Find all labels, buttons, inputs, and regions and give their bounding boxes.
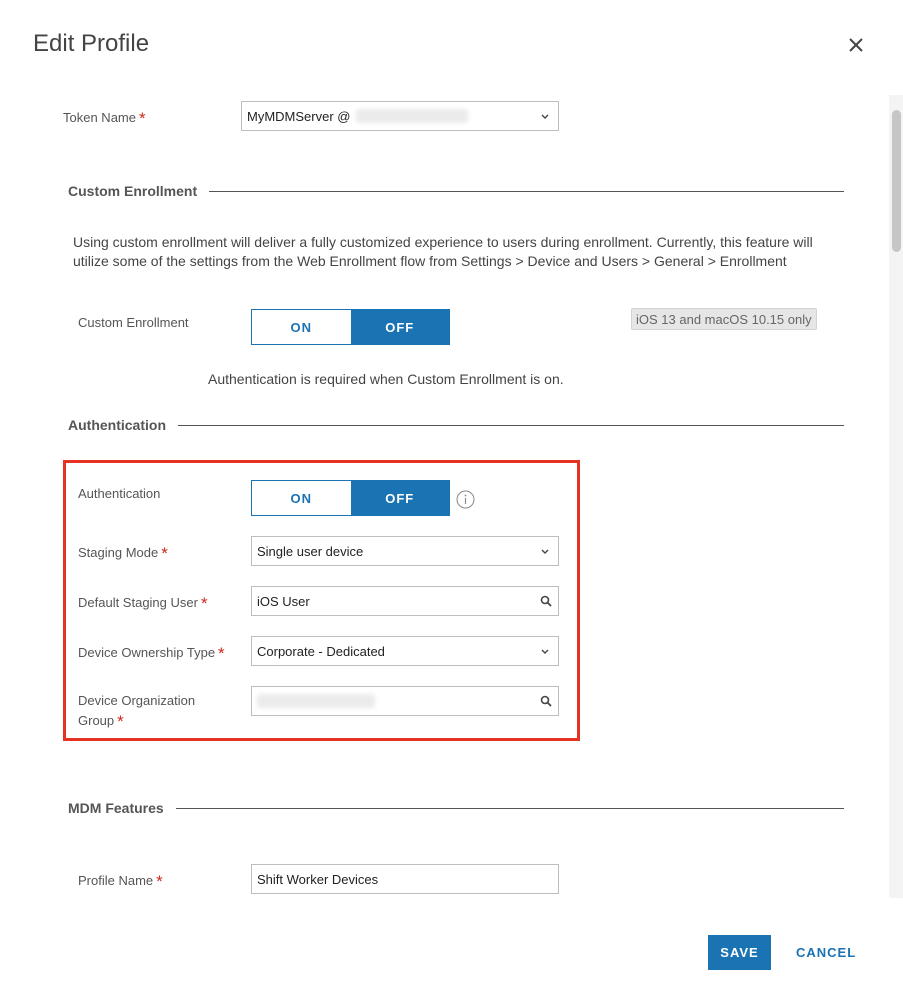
chevron-down-icon: [540, 644, 550, 658]
required-asterisk: *: [117, 712, 124, 731]
required-asterisk: *: [200, 594, 208, 613]
redacted-group: [257, 694, 375, 708]
custom-enrollment-label: Custom Enrollment: [78, 315, 189, 330]
staging-mode-select[interactable]: [251, 536, 559, 566]
section-title-custom-enrollment: Custom Enrollment: [68, 183, 209, 199]
token-name-select[interactable]: [241, 101, 559, 131]
section-title-authentication: Authentication: [68, 417, 178, 433]
section-title-mdm-features: MDM Features: [68, 800, 176, 816]
authentication-on[interactable]: ON: [252, 481, 351, 515]
profile-name-label: Profile Name *: [78, 872, 163, 891]
save-button[interactable]: SAVE: [708, 935, 771, 970]
search-icon[interactable]: [540, 595, 552, 607]
required-asterisk: *: [156, 872, 163, 891]
device-ownership-type-label: Device Ownership Type *: [78, 644, 225, 663]
staging-mode-label: Staging Mode *: [78, 544, 168, 563]
dialog-title: Edit Profile: [33, 30, 150, 57]
token-name-label: Token Name *: [63, 109, 146, 128]
custom-enrollment-on[interactable]: ON: [252, 310, 351, 344]
profile-name-input[interactable]: [251, 864, 559, 894]
required-asterisk: *: [218, 644, 225, 663]
chevron-down-icon: [540, 109, 550, 123]
platform-badge: iOS 13 and macOS 10.15 only: [631, 308, 817, 330]
redacted-server: [356, 109, 468, 123]
device-organization-group-input[interactable]: [251, 686, 559, 716]
search-icon[interactable]: [540, 695, 552, 707]
required-asterisk: *: [161, 544, 168, 563]
scrollbar-thumb[interactable]: [892, 110, 901, 252]
default-staging-user-label: Default Staging User *: [78, 594, 208, 613]
token-name-value: MyMDMServer @: [247, 108, 351, 124]
authentication-off[interactable]: OFF: [351, 481, 450, 515]
device-organization-group-label: Device Organization Group *: [78, 693, 196, 731]
custom-enrollment-toggle[interactable]: [251, 309, 450, 345]
device-ownership-type-select[interactable]: [251, 636, 559, 666]
section-divider: [68, 808, 844, 809]
authentication-note: Authentication is required when Custom Enrollment is on.: [208, 371, 564, 387]
device-ownership-type-value: Corporate - Dedicated: [257, 643, 385, 659]
cancel-button[interactable]: CANCEL: [796, 945, 857, 960]
info-icon[interactable]: [456, 490, 475, 509]
chevron-down-icon: [540, 544, 550, 558]
authentication-toggle[interactable]: [251, 480, 450, 516]
close-icon[interactable]: [844, 33, 868, 57]
profile-name-value: Shift Worker Devices: [257, 871, 379, 887]
default-staging-user-input[interactable]: [251, 586, 559, 616]
custom-enrollment-off[interactable]: OFF: [351, 310, 450, 344]
required-asterisk: *: [138, 109, 146, 128]
authentication-label: Authentication: [78, 486, 161, 501]
staging-mode-value: Single user device: [257, 543, 364, 559]
custom-enrollment-description: Using custom enrollment will deliver a fully customized experience to users during enrollment. Currently, this feature will utilize some of the settings from the Web Enrollment flow from Settings > Device and Users > General > Enrollment: [73, 234, 813, 269]
section-divider: [68, 425, 844, 426]
default-staging-user-value: iOS User: [257, 593, 310, 609]
